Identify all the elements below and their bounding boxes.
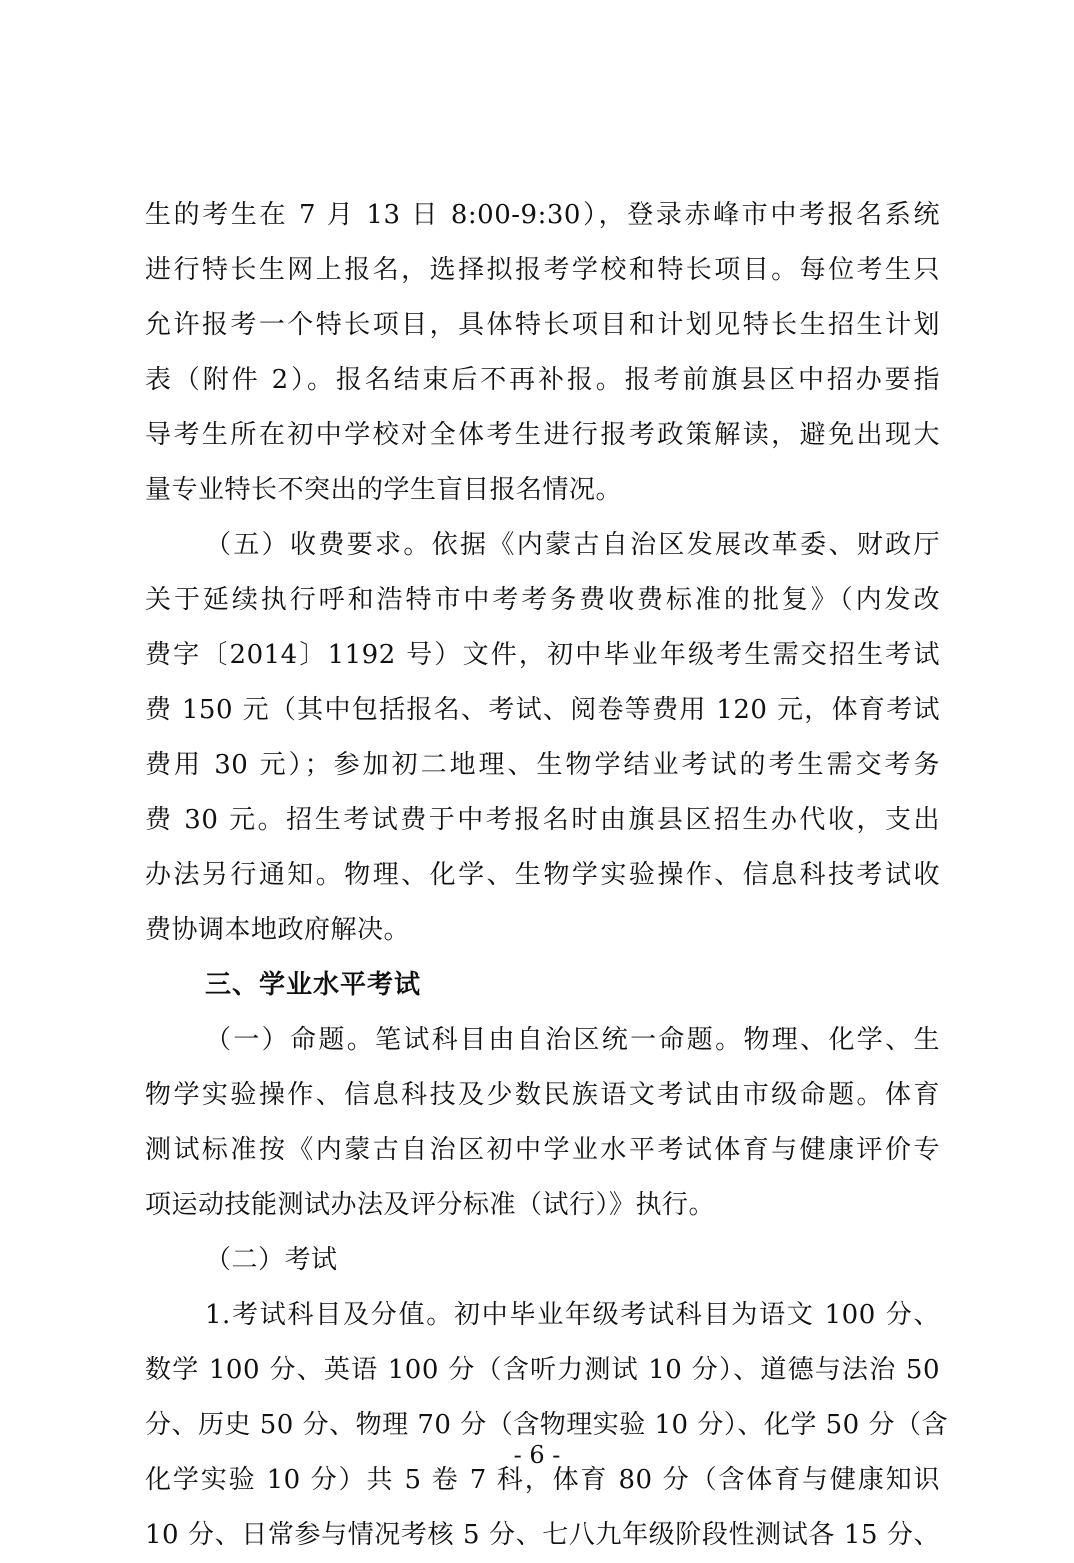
text-line: 费 30 元。招生考试费于中考报名时由旗县区招生办代收，支出 — [145, 805, 940, 835]
page-number: - 6 - — [513, 1441, 561, 1469]
text-line: 项运动技能测试办法及评分标准（试行）》执行。 — [145, 1190, 716, 1220]
text-line: 进行特长生网上报名，选择拟报考学校和特长项目。每位考生只 — [145, 255, 940, 285]
text-line: 物学实验操作、信息科技及少数民族语文考试由市级命题。体育 — [145, 1080, 940, 1110]
text-line: （一）命题。笔试科目由自治区统一命题。物理、化学、生 — [205, 1025, 940, 1055]
text-line: 10 分、日常参与情况考核 5 分、七八九年级阶段性测试各 15 分、 — [145, 1520, 940, 1550]
text-line: 费用 30 元）；参加初二地理、生物学结业考试的考生需交考务 — [145, 750, 940, 780]
text-line: 费协调本地政府解决。 — [145, 915, 411, 945]
text-line: 1.考试科目及分值。初中毕业年级考试科目为语文 100 分、 — [205, 1300, 940, 1330]
text-line: 费字〔2014〕1192 号）文件，初中毕业年级考生需交招生考试 — [145, 640, 940, 670]
text-line: 允许报考一个特长项目，具体特长项目和计划见特长生招生计划 — [145, 310, 940, 340]
subsection-heading: （二）考试 — [205, 1245, 338, 1275]
text-line: 办法另行通知。物理、化学、生物学实验操作、信息科技考试收 — [145, 860, 940, 890]
text-line: 分、历史 50 分、物理 70 分（含物理实验 10 分）、化学 50 分（含 — [145, 1410, 948, 1440]
section-heading: 三、学业水平考试 — [205, 970, 422, 1000]
text-line: 化学实验 10 分）共 5 卷 7 科，体育 80 分（含体育与健康知识 — [145, 1465, 940, 1495]
text-line: 导考生所在初中学校对全体考生进行报考政策解读，避免出现大 — [145, 420, 940, 450]
text-line: 测试标准按《内蒙古自治区初中学业水平考试体育与健康评价专 — [145, 1135, 940, 1165]
text-line: 数学 100 分、英语 100 分（含听力测试 10 分）、道德与法治 50 — [145, 1355, 940, 1385]
text-line: 生的考生在 7 月 13 日 8:00-9:30），登录赤峰市中考报名系统 — [145, 200, 940, 230]
text-line: 费 150 元（其中包括报名、考试、阅卷等费用 120 元，体育考试 — [145, 695, 940, 725]
body-text — [145, 188, 948, 1563]
text-line: 关于延续执行呼和浩特市中考考务费收费标准的批复》（内发改 — [145, 585, 940, 615]
text-line: （五）收费要求。依据《内蒙古自治区发展改革委、财政厅 — [205, 530, 940, 560]
text-line: 量专业特长不突出的学生盲目报名情况。 — [145, 475, 623, 505]
text-line: 表（附件 2）。报名结束后不再补报。报考前旗县区中招办要指 — [145, 365, 940, 395]
